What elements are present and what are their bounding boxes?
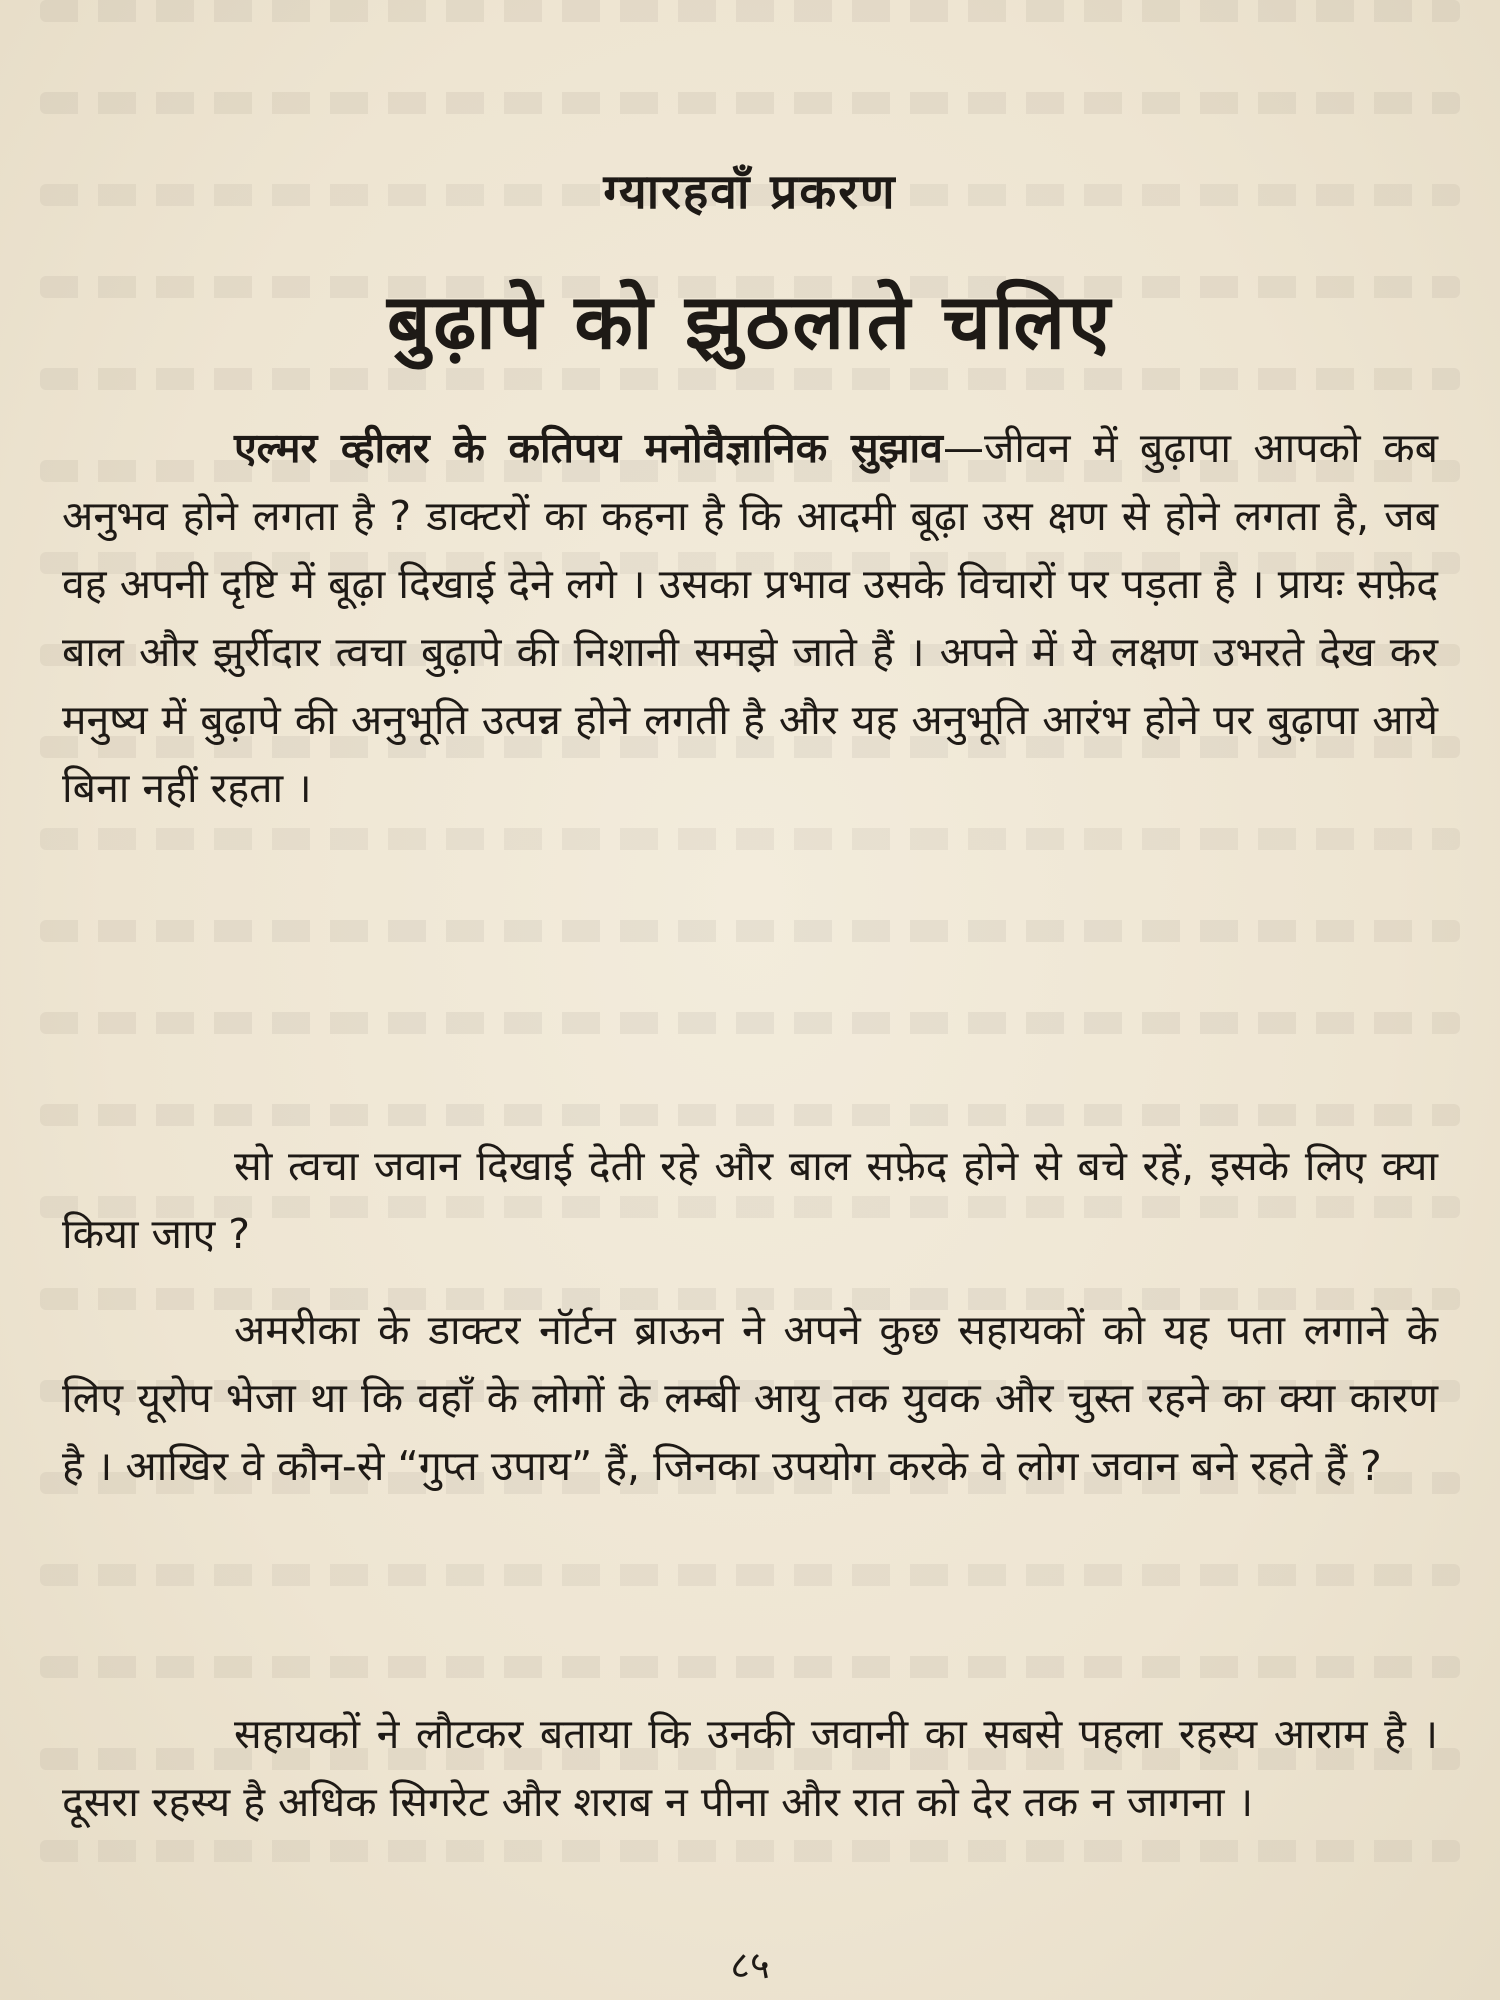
paragraph-2-text: सो त्वचा जवान दिखाई देती रहे और बाल सफ़ेद होने से बचे रहें, इसके लिए क्या किया जाए ?: [62, 1142, 1438, 1258]
paragraph-4-text: सहायकों ने लौटकर बताया कि उनकी जवानी का सबसे पहला रहस्य आराम है । दूसरा रहस्य है अधिक सिगरेट और शराब न पीना और रात को देर तक न जागना ।: [62, 1710, 1438, 1826]
page-number: ८५: [730, 1943, 770, 1987]
chapter-title: बुढ़ापे को झुठलाते चलिए: [386, 277, 1114, 366]
paragraph-2: [62, 1132, 1438, 1268]
paragraph-3: [62, 1296, 1438, 1500]
paragraph-1: [62, 414, 1438, 822]
paragraph-1-text: —जीवन में बुढ़ापा आपको कब अनुभव होने लगता है ? डाक्टरों का कहना है कि आदमी बूढ़ा उस क्षण से होने लगता है, जब वह अपनी दृष्टि में बूढ़ा दिखाई देने लगे । उसका प्रभाव उसके विचारों पर पड़ता है । प्रायः सफ़ेद बाल और झुर्रीदार त्वचा बुढ़ापे की निशानी समझे जाते हैं । अपने में ये लक्षण उभरते देख कर मनुष्य में बुढ़ापे की अनुभूति उत्पन्न होने लगती है और यह अनुभूति आरंभ होने पर बुढ़ापा आये बिना नहीं रहता ।: [62, 424, 1438, 812]
paragraph-1-lead: एल्मर व्हीलर के कतिपय मनोवैज्ञानिक सुझाव: [234, 424, 943, 472]
chapter-label: ग्यारहवाँ प्रकरण: [603, 164, 897, 220]
paragraph-4: [62, 1700, 1438, 1836]
paragraph-3-text: अमरीका के डाक्टर नॉर्टन ब्राऊन ने अपने कुछ सहायकों को यह पता लगाने के लिए यूरोप भेजा था कि वहाँ के लोगों के लम्बी आयु तक युवक और चुस्त रहने का क्या कारण है । आखिर वे कौन-से “गुप्त उपाय” हैं, जिनका उपयोग करके वे लोग जवान बने रहते हैं ?: [62, 1306, 1438, 1490]
